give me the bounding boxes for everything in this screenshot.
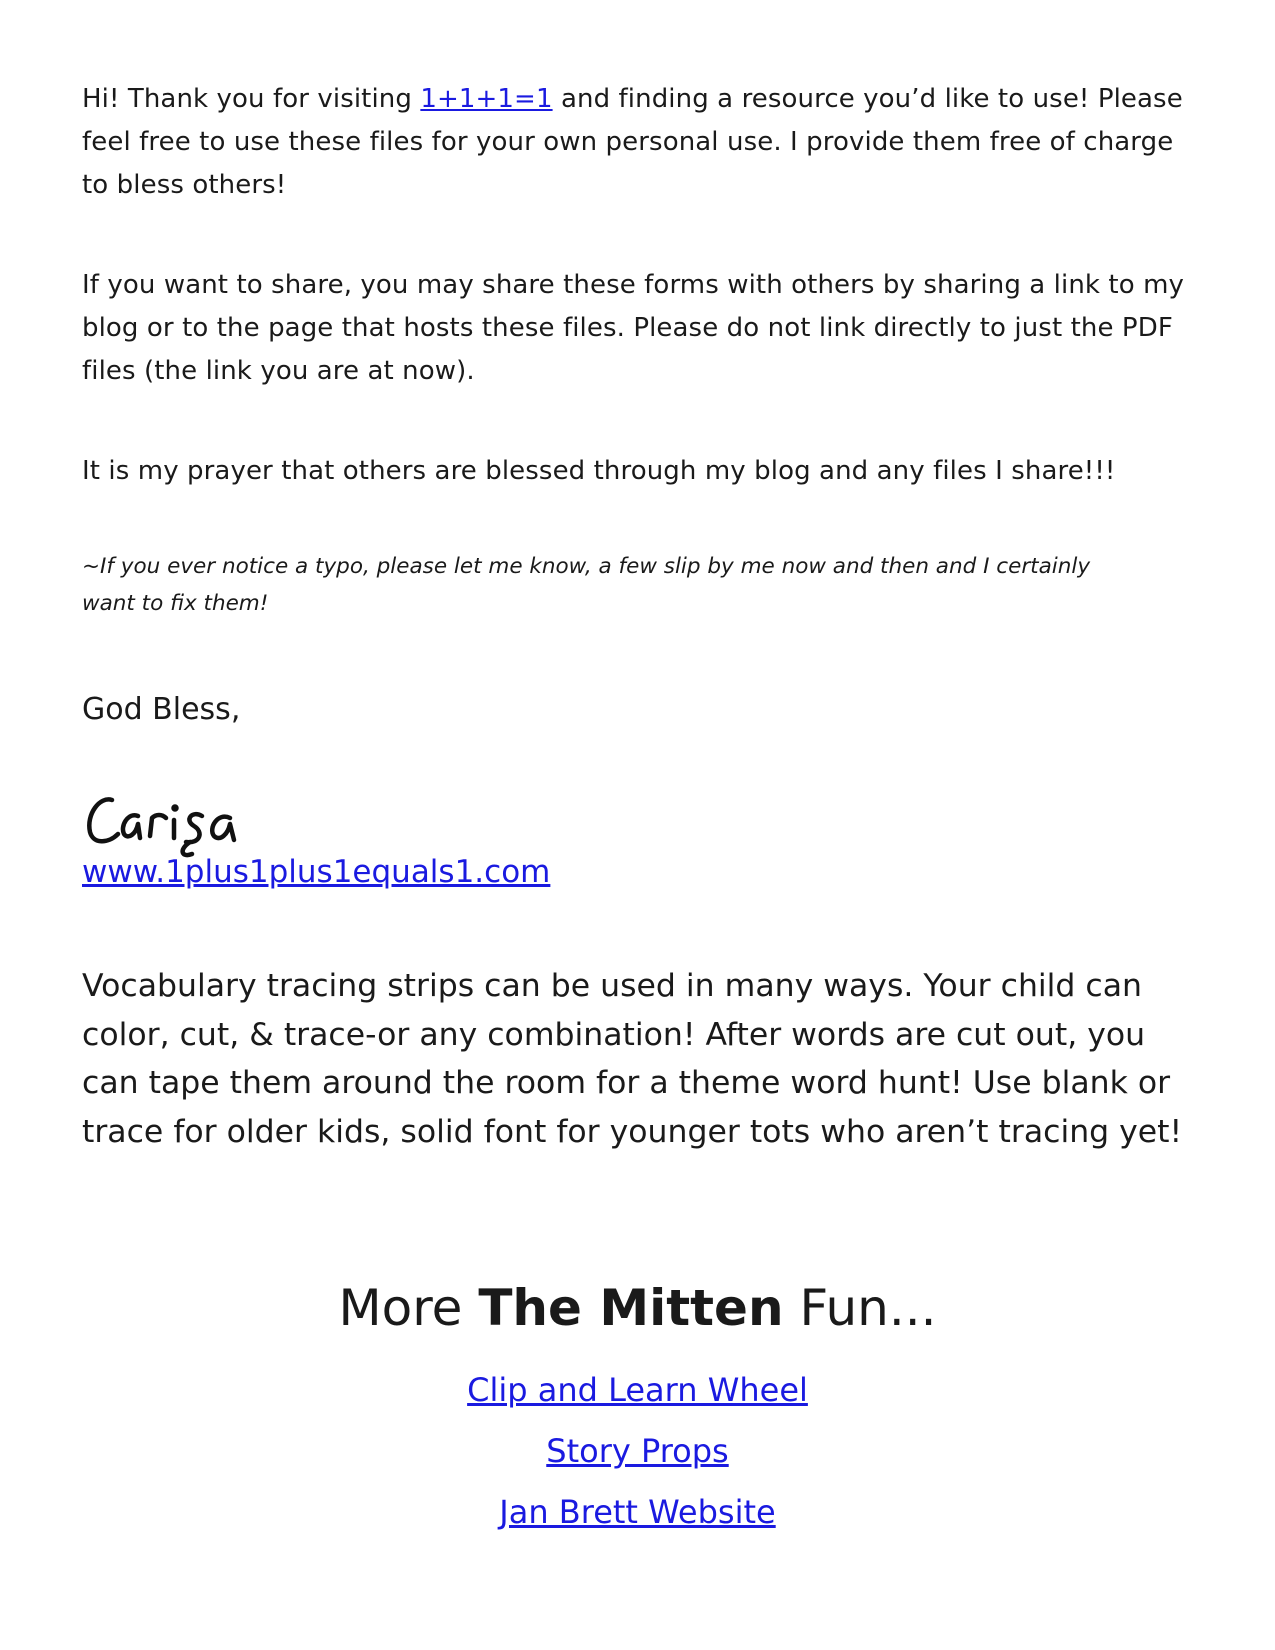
story-props-link[interactable]: Story Props xyxy=(546,1432,729,1470)
more-fun-links xyxy=(0,1360,1275,1543)
prayer-paragraph: It is my prayer that others are blessed through my blog and any files I share!!! xyxy=(82,456,1116,486)
intro-rest: Please feel free to use these files for your own personal use. I provide them free of charge to bless others! xyxy=(82,84,1183,200)
closing-text: God Bless, xyxy=(82,692,241,727)
blog-link[interactable]: 1+1+1=1 xyxy=(420,84,553,114)
more-title-prefix: More xyxy=(338,1279,479,1337)
intro-paragraph xyxy=(82,78,1192,207)
vocab-paragraph: Vocabulary tracing strips can be used in many ways. Your child can color, cut, & trace-or any combination! After words are cut out, you can tape them around the room for a theme word hunt! Use blank or trace for older kids, solid font for younger tots who aren’t tracing yet! xyxy=(82,968,1183,1150)
intro-greeting: Hi! Thank you for visiting xyxy=(82,84,421,114)
more-title-bold: The Mitten xyxy=(478,1279,784,1337)
more-fun-heading xyxy=(0,1278,1275,1338)
intro-rest-line1: and finding a resource you’d like to use! xyxy=(552,84,1090,114)
typo-note: ~If you ever notice a typo, please let me know, a few slip by me now and then and I certainly want to fix them! xyxy=(82,554,1091,616)
more-title-suffix: Fun... xyxy=(783,1279,937,1337)
clip-and-learn-link[interactable]: Clip and Learn Wheel xyxy=(467,1371,808,1409)
website-link[interactable]: www.1plus1plus1equals1.com xyxy=(82,854,551,890)
jan-brett-website-link[interactable]: Jan Brett Website xyxy=(499,1493,776,1531)
website-link-row xyxy=(82,852,1192,892)
share-paragraph: If you want to share, you may share these forms with others by sharing a link to my blog or to the page that hosts these files. Please do not link directly to just the PDF files (the link you are at now). xyxy=(82,270,1185,386)
signature-image xyxy=(82,780,262,860)
